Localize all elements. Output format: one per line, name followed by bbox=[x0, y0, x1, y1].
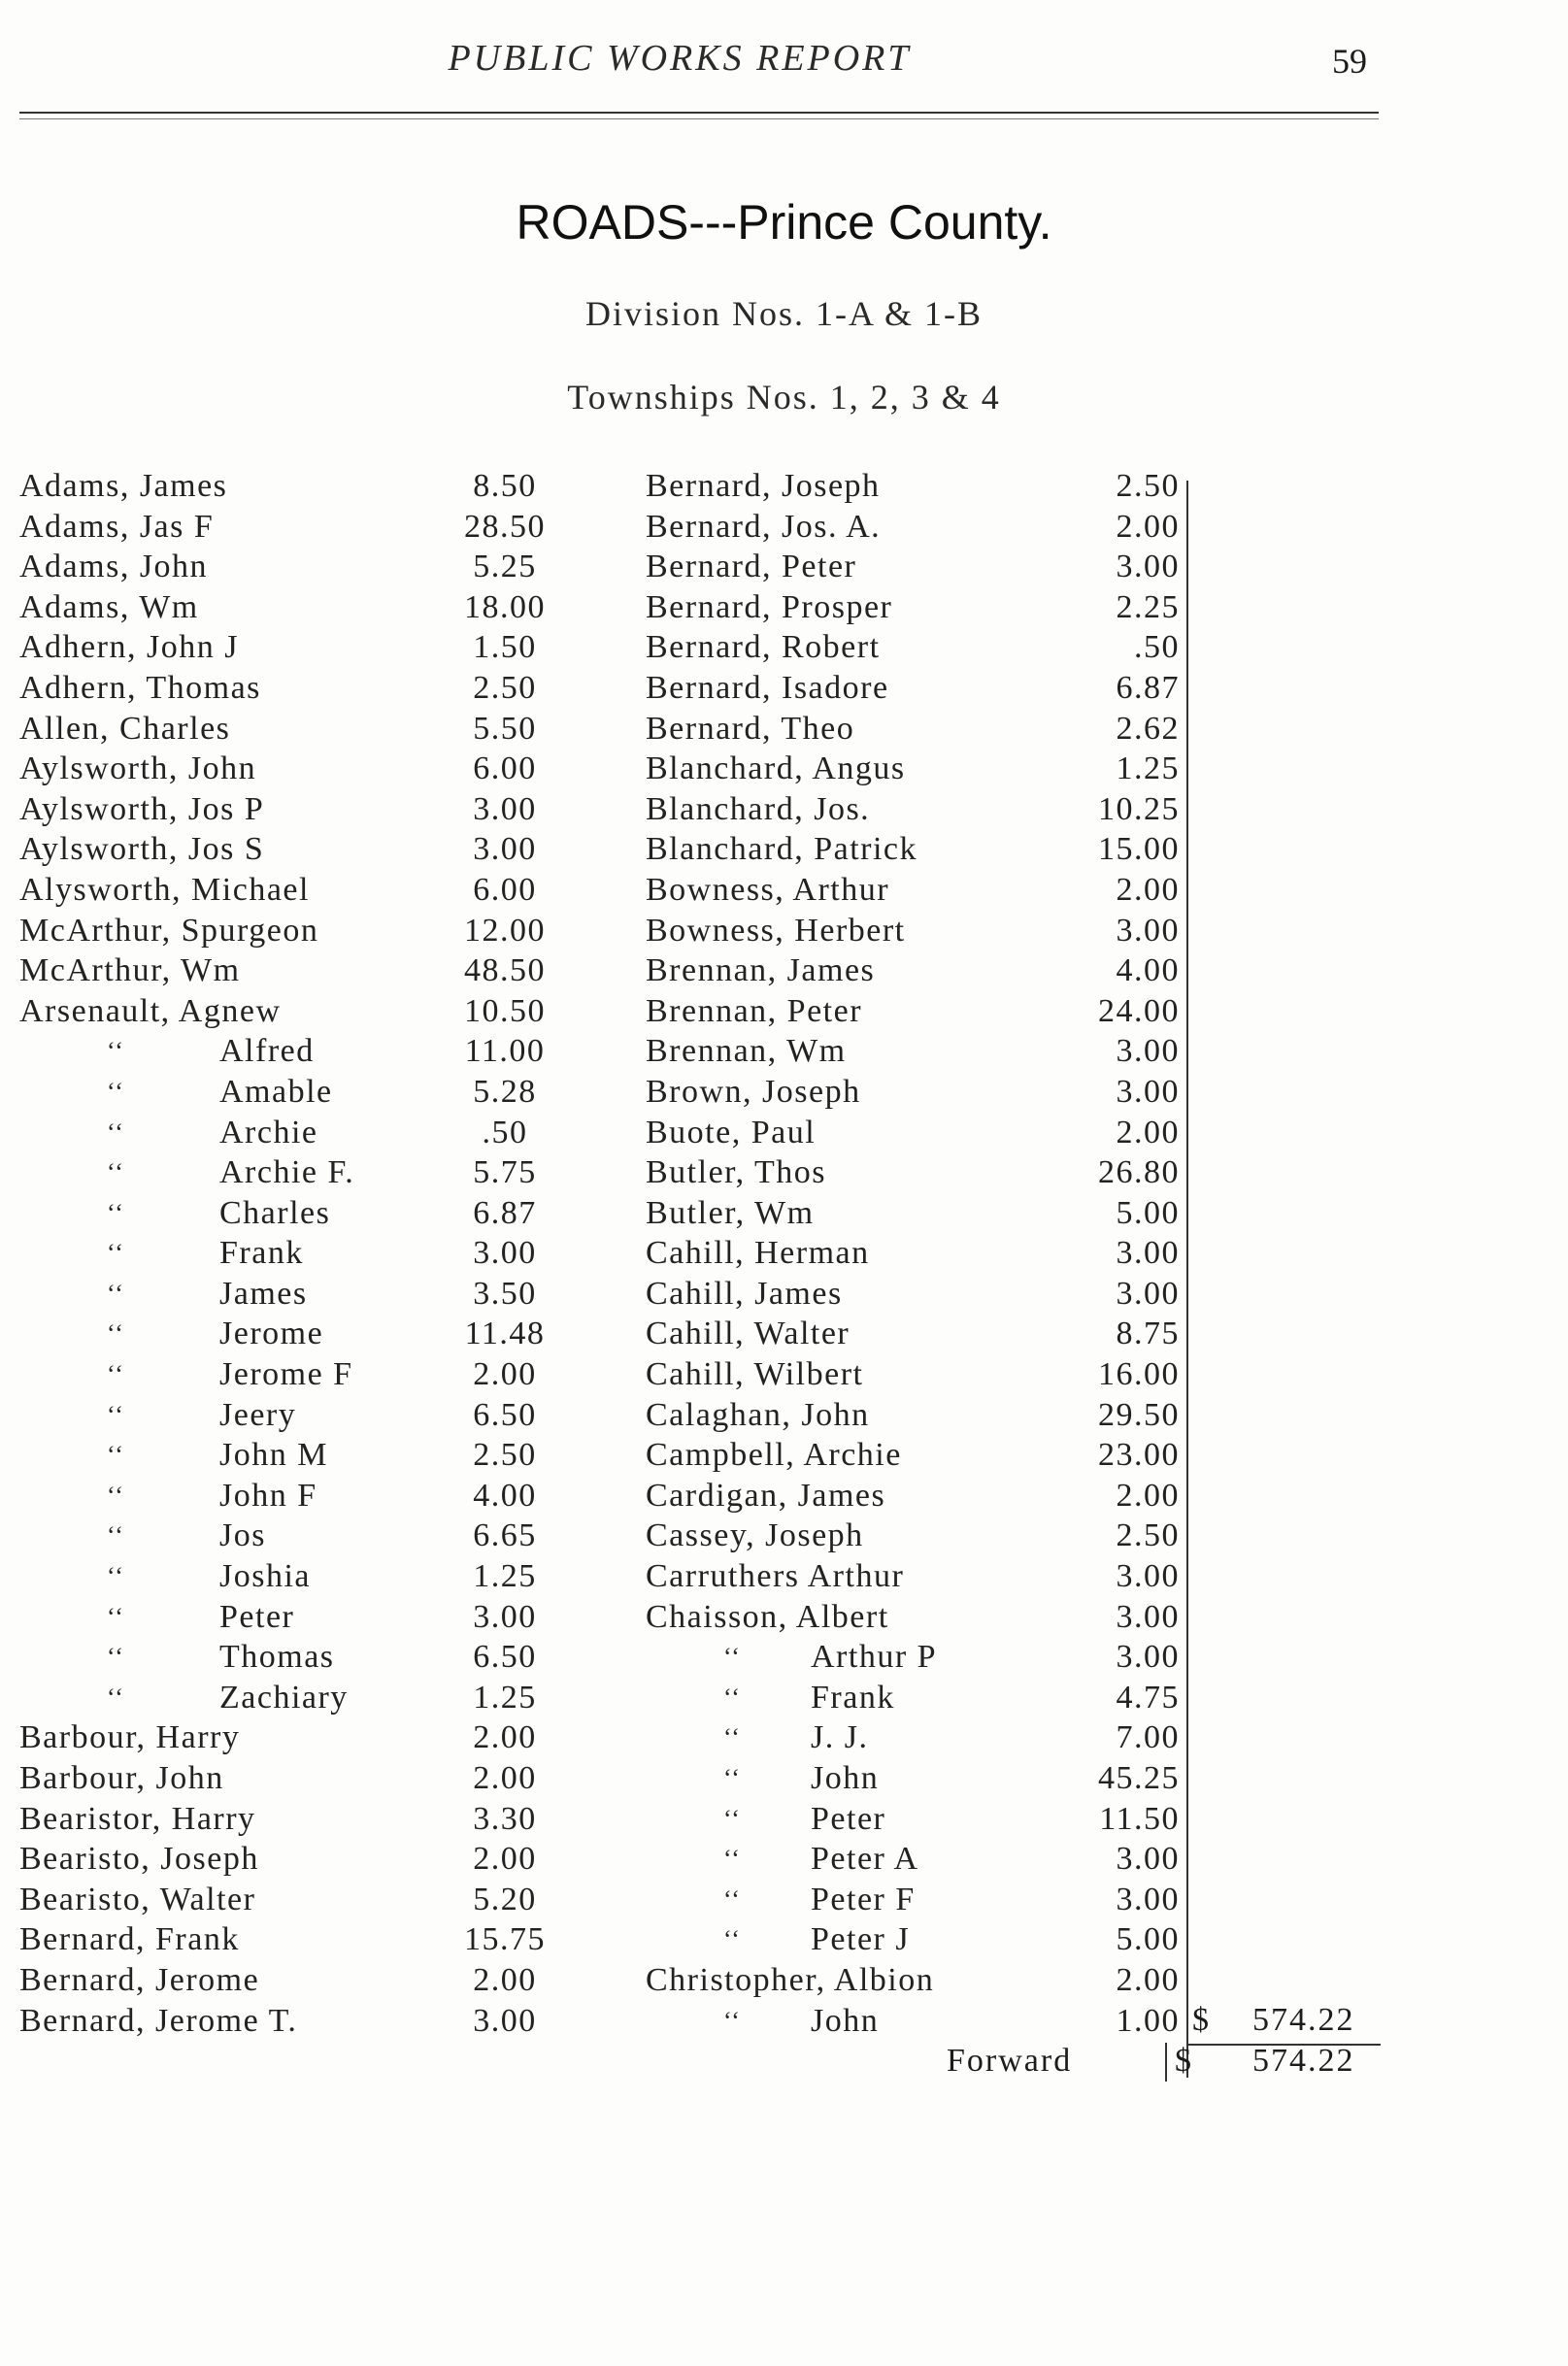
payee-name: Bowness, Herbert bbox=[646, 912, 906, 949]
payee-name: Blanchard, Jos. bbox=[646, 790, 871, 827]
payment-amount: 7.00 bbox=[1116, 1719, 1180, 1756]
payment-amount: 2.50 bbox=[1116, 468, 1180, 504]
ledger-row bbox=[19, 870, 592, 911]
forward-label: Forward bbox=[947, 2043, 1073, 2079]
ledger-row bbox=[646, 547, 1189, 587]
payee-name: Cahill, James bbox=[646, 1275, 843, 1312]
ledger-row bbox=[646, 789, 1189, 830]
ledger-row bbox=[19, 1354, 592, 1395]
payee-name: John M bbox=[219, 1437, 328, 1474]
payee-name: Jerome F bbox=[219, 1356, 353, 1393]
ledger-row bbox=[19, 1233, 592, 1274]
payee-name: Aylsworth, Jos S bbox=[19, 831, 265, 868]
payee-name: Peter F bbox=[811, 1881, 916, 1917]
ditto-mark: ‘‘ bbox=[723, 1683, 742, 1712]
ditto-mark: ‘‘ bbox=[107, 1643, 125, 1672]
payee-name: Butler, Wm bbox=[646, 1194, 815, 1231]
ledger-row bbox=[19, 1880, 592, 1920]
ledger-row bbox=[19, 1637, 592, 1678]
payee-name: Alfred bbox=[219, 1033, 315, 1070]
payee-name: Frank bbox=[811, 1679, 895, 1716]
payment-amount: 3.00 bbox=[473, 790, 537, 827]
ditto-mark: ‘‘ bbox=[723, 1845, 742, 1874]
ledger-row bbox=[19, 991, 592, 1032]
payment-amount: 48.50 bbox=[464, 952, 546, 989]
payee-name: Charles bbox=[219, 1194, 331, 1231]
payment-amount: 3.00 bbox=[1116, 1073, 1180, 1110]
ledger-row bbox=[646, 1960, 1189, 2001]
ledger-row bbox=[646, 627, 1189, 668]
payee-name: Bernard, Jerome bbox=[19, 1961, 260, 1998]
payee-name: Bernard, Joseph bbox=[646, 468, 881, 504]
payment-amount: 2.00 bbox=[1116, 1961, 1180, 1998]
payee-name: McArthur, Wm bbox=[19, 952, 241, 989]
payee-name: Frank bbox=[219, 1235, 304, 1272]
payee-name: Bernard, Frank bbox=[19, 1921, 240, 1958]
ledger-row bbox=[646, 1799, 1189, 1840]
payment-amount: 2.00 bbox=[1116, 508, 1180, 545]
ledger-row bbox=[646, 1880, 1189, 1920]
payee-name: Bearisto, Joseph bbox=[19, 1841, 259, 1878]
ledger-row bbox=[646, 1233, 1189, 1274]
division-subtitle: Division Nos. 1-A & 1-B bbox=[584, 294, 984, 333]
payee-name: Peter bbox=[219, 1598, 295, 1635]
payee-name: Barbour, John bbox=[19, 1760, 224, 1796]
payment-amount: 2.50 bbox=[473, 669, 537, 706]
payee-name: Bernard, Theo bbox=[646, 710, 855, 747]
ledger-row bbox=[646, 911, 1189, 951]
payee-name: Campbell, Archie bbox=[646, 1437, 902, 1474]
ledger-row bbox=[646, 1274, 1189, 1315]
ledger-row bbox=[19, 911, 592, 951]
payee-name: Brennan, James bbox=[646, 952, 876, 989]
ledger-row bbox=[19, 668, 592, 709]
ledger-row bbox=[646, 1193, 1189, 1234]
payment-amount: 3.00 bbox=[1116, 1275, 1180, 1312]
payee-name: Calaghan, John bbox=[646, 1396, 870, 1433]
ledger-row bbox=[646, 1476, 1189, 1516]
ledger-row bbox=[19, 1072, 592, 1113]
payment-amount: 6.50 bbox=[473, 1639, 537, 1676]
payment-amount: 28.50 bbox=[464, 508, 546, 545]
payment-amount: 3.00 bbox=[473, 2002, 537, 2039]
ledger-row bbox=[646, 870, 1189, 911]
payment-amount: 2.00 bbox=[473, 1719, 537, 1756]
ledger-row bbox=[19, 1919, 592, 1960]
payee-name: Butler, Thos bbox=[646, 1154, 827, 1191]
ditto-mark: ‘‘ bbox=[107, 1602, 125, 1631]
payment-amount: 29.50 bbox=[1098, 1396, 1180, 1433]
payee-name: Bernard, Isadore bbox=[646, 669, 889, 706]
payee-name: Thomas bbox=[219, 1639, 335, 1676]
payment-amount: 11.50 bbox=[1099, 1800, 1180, 1837]
payee-name: Cahill, Herman bbox=[646, 1235, 870, 1272]
payment-amount: 3.00 bbox=[1116, 1639, 1180, 1676]
payment-amount: 1.25 bbox=[473, 1679, 537, 1716]
payment-amount: 15.00 bbox=[1098, 831, 1180, 868]
ledger-row bbox=[646, 1637, 1189, 1678]
ledger-row bbox=[19, 1435, 592, 1476]
payee-name: Cahill, Wilbert bbox=[646, 1356, 864, 1393]
ledger-row bbox=[19, 547, 592, 587]
payee-name: McArthur, Spurgeon bbox=[19, 912, 319, 949]
payee-name: Cardigan, James bbox=[646, 1477, 886, 1514]
payee-name: Bowness, Arthur bbox=[646, 871, 890, 908]
ledger-row bbox=[646, 829, 1189, 870]
total-amount: 574.22 bbox=[1252, 2002, 1355, 2038]
payee-name: Joshia bbox=[219, 1558, 311, 1595]
payee-name: Adams, John bbox=[19, 549, 209, 585]
ledger-row bbox=[646, 1314, 1189, 1354]
ditto-mark: ‘‘ bbox=[107, 1441, 125, 1470]
ledger-row bbox=[19, 1516, 592, 1556]
ditto-mark: ‘‘ bbox=[107, 1360, 125, 1389]
payment-amount: 6.87 bbox=[473, 1194, 537, 1231]
payee-name: John bbox=[811, 1760, 880, 1796]
payee-name: Barbour, Harry bbox=[19, 1719, 241, 1756]
payment-amount: 3.30 bbox=[473, 1800, 537, 1837]
payment-amount: 5.00 bbox=[1116, 1194, 1180, 1231]
payment-amount: 2.25 bbox=[1116, 588, 1180, 625]
ditto-mark: ‘‘ bbox=[723, 1764, 742, 1792]
payee-name: Aylsworth, John bbox=[19, 750, 257, 787]
payment-amount: 10.25 bbox=[1098, 790, 1180, 827]
ledger-row bbox=[19, 1758, 592, 1799]
payment-amount: 8.50 bbox=[473, 468, 537, 504]
payee-name: Peter A bbox=[811, 1841, 919, 1878]
ditto-mark: ‘‘ bbox=[107, 1400, 125, 1429]
payee-name: Bernard, Jos. A. bbox=[646, 508, 882, 545]
payment-amount: 3.00 bbox=[1116, 1841, 1180, 1878]
total-currency: $ bbox=[1192, 2002, 1209, 2038]
ditto-mark: ‘‘ bbox=[107, 1037, 125, 1066]
payment-amount: 6.87 bbox=[1116, 669, 1180, 706]
payment-amount: 2.50 bbox=[1116, 1517, 1180, 1554]
payee-name: Bearisto, Walter bbox=[19, 1881, 256, 1917]
payment-amount: 5.75 bbox=[473, 1154, 537, 1191]
ditto-mark: ‘‘ bbox=[107, 1077, 125, 1106]
payee-name: Brennan, Wm bbox=[646, 1033, 847, 1070]
payment-amount: 4.00 bbox=[473, 1477, 537, 1514]
ledger-row bbox=[19, 1274, 592, 1315]
ledger-row bbox=[646, 668, 1189, 709]
payment-amount: 1.25 bbox=[473, 1558, 537, 1595]
payment-amount: 4.75 bbox=[1116, 1679, 1180, 1716]
ditto-mark: ‘‘ bbox=[107, 1521, 125, 1550]
ledger-row bbox=[646, 1072, 1189, 1113]
ledger-row bbox=[19, 1031, 592, 1072]
payment-amount: 1.25 bbox=[1116, 750, 1180, 787]
payment-amount: 6.65 bbox=[473, 1517, 537, 1554]
header-rule bbox=[19, 112, 1379, 114]
payment-amount: 26.80 bbox=[1098, 1154, 1180, 1191]
ditto-mark: ‘‘ bbox=[107, 1562, 125, 1591]
ledger-row bbox=[646, 1717, 1189, 1758]
ditto-mark: ‘‘ bbox=[107, 1319, 125, 1349]
payment-amount: 3.00 bbox=[1116, 1598, 1180, 1635]
ledger-row bbox=[646, 1758, 1189, 1799]
ledger-row bbox=[19, 587, 592, 628]
ditto-mark: ‘‘ bbox=[107, 1117, 125, 1147]
ditto-mark: ‘‘ bbox=[723, 1884, 742, 1914]
payee-name: Adams, Jas F bbox=[19, 508, 215, 545]
forward-currency: $ bbox=[1175, 2043, 1191, 2079]
payment-amount: .50 bbox=[1134, 629, 1180, 666]
running-head bbox=[0, 37, 1568, 81]
ledger-row bbox=[646, 466, 1189, 507]
ledger-row bbox=[646, 507, 1189, 548]
payee-name: Jos bbox=[219, 1517, 266, 1554]
payment-amount: 2.00 bbox=[473, 1356, 537, 1393]
ledger-row bbox=[19, 1152, 592, 1193]
payment-amount: 11.48 bbox=[464, 1316, 546, 1352]
payee-name: Arthur P bbox=[811, 1639, 938, 1676]
payment-amount: 1.50 bbox=[473, 629, 537, 666]
payee-name: Aylsworth, Jos P bbox=[19, 790, 265, 827]
ditto-mark: ‘‘ bbox=[723, 1643, 742, 1672]
ledger-row bbox=[646, 587, 1189, 628]
payee-name: Blanchard, Angus bbox=[646, 750, 906, 787]
payee-name: Adams, Wm bbox=[19, 588, 199, 625]
ledger-row bbox=[19, 749, 592, 789]
payee-name: Brown, Joseph bbox=[646, 1073, 861, 1110]
payee-name: J. J. bbox=[811, 1719, 869, 1756]
payment-amount: 1.00 bbox=[1116, 2002, 1180, 2039]
ledger-row bbox=[646, 1597, 1189, 1638]
running-title: PUBLIC WORKS REPORT bbox=[448, 38, 912, 79]
payment-amount: 12.00 bbox=[464, 912, 546, 949]
ledger-row bbox=[19, 709, 592, 750]
payee-name: Cassey, Joseph bbox=[646, 1517, 864, 1554]
ledger-row bbox=[19, 1314, 592, 1354]
payee-name: Bernard, Peter bbox=[646, 549, 857, 585]
ditto-mark: ‘‘ bbox=[723, 1723, 742, 1752]
payee-name: Archie bbox=[219, 1114, 318, 1150]
ledger-row bbox=[19, 829, 592, 870]
ledger-row bbox=[646, 1152, 1189, 1193]
payment-amount: 3.00 bbox=[1116, 1235, 1180, 1272]
payment-amount: 3.00 bbox=[1116, 549, 1180, 585]
ledger-row bbox=[646, 749, 1189, 789]
payee-name: Bearistor, Harry bbox=[19, 1800, 256, 1837]
payment-amount: 5.25 bbox=[473, 549, 537, 585]
payee-name: Peter J bbox=[811, 1921, 911, 1958]
payee-name: Alysworth, Michael bbox=[19, 871, 310, 908]
payee-name: Cahill, Walter bbox=[646, 1316, 851, 1352]
ledger-row bbox=[646, 950, 1189, 991]
section-title: ROADS---Prince County. bbox=[516, 195, 1052, 250]
payment-amount: 2.00 bbox=[1116, 1477, 1180, 1514]
page-number: 59 bbox=[1332, 42, 1367, 81]
payee-name: Adams, James bbox=[19, 468, 228, 504]
payee-name: Chaisson, Albert bbox=[646, 1598, 889, 1635]
payment-amount: 16.00 bbox=[1098, 1356, 1180, 1393]
payee-name: Christopher, Albion bbox=[646, 1961, 935, 1998]
payee-name: Zachiary bbox=[219, 1679, 349, 1716]
payment-amount: 10.50 bbox=[464, 992, 546, 1029]
ledger-row bbox=[19, 1193, 592, 1234]
ditto-mark: ‘‘ bbox=[107, 1158, 125, 1187]
payee-name: Allen, Charles bbox=[19, 710, 231, 747]
ledger-row bbox=[19, 1678, 592, 1718]
payment-amount: 23.00 bbox=[1098, 1437, 1180, 1474]
payment-amount: 6.00 bbox=[473, 871, 537, 908]
header-rule-thin bbox=[19, 118, 1379, 119]
payment-amount: 2.50 bbox=[473, 1437, 537, 1474]
ledger-row bbox=[646, 709, 1189, 750]
payee-name: James bbox=[219, 1275, 308, 1312]
ledger-row bbox=[19, 507, 592, 548]
payee-name: Amable bbox=[219, 1073, 333, 1110]
ditto-mark: ‘‘ bbox=[107, 1239, 125, 1268]
payment-amount: 2.00 bbox=[1116, 1114, 1180, 1150]
ditto-mark: ‘‘ bbox=[107, 1198, 125, 1227]
ledger-row bbox=[646, 1031, 1189, 1072]
payee-name: John bbox=[811, 2002, 880, 2039]
payment-amount: 15.75 bbox=[464, 1921, 546, 1958]
payment-amount: 5.50 bbox=[473, 710, 537, 747]
forward-amount: 574.22 bbox=[1252, 2043, 1355, 2079]
ledger-row bbox=[19, 1476, 592, 1516]
ledger-row bbox=[19, 1395, 592, 1436]
payment-amount: 3.00 bbox=[1116, 912, 1180, 949]
ditto-mark: ‘‘ bbox=[723, 1925, 742, 1954]
payment-amount: 4.00 bbox=[1116, 952, 1180, 989]
payment-amount: 6.00 bbox=[473, 750, 537, 787]
payment-amount: 6.50 bbox=[473, 1396, 537, 1433]
ledger-row bbox=[646, 1919, 1189, 1960]
ledger-row bbox=[19, 789, 592, 830]
ledger-row bbox=[646, 1435, 1189, 1476]
payment-amount: 3.00 bbox=[473, 831, 537, 868]
ledger-row bbox=[19, 950, 592, 991]
payee-name: Arsenault, Agnew bbox=[19, 992, 282, 1029]
ledger-row bbox=[646, 2001, 1189, 2042]
ledger-row bbox=[19, 1556, 592, 1597]
payment-amount: 5.00 bbox=[1116, 1921, 1180, 1958]
ledger-row bbox=[646, 1839, 1189, 1880]
payee-name: Archie F. bbox=[219, 1154, 355, 1191]
ledger-row bbox=[19, 1960, 592, 2001]
ledger-row bbox=[646, 1556, 1189, 1597]
right-column-list bbox=[646, 466, 1189, 2041]
payee-name: Brennan, Peter bbox=[646, 992, 863, 1029]
left-column-list bbox=[19, 466, 592, 2041]
payee-name: Adhern, Thomas bbox=[19, 669, 261, 706]
ledger-row bbox=[646, 1395, 1189, 1436]
forward-rule bbox=[1165, 2043, 1167, 2082]
payee-name: Adhern, John J bbox=[19, 629, 239, 666]
ledger-row bbox=[646, 991, 1189, 1032]
ledger-row bbox=[19, 1597, 592, 1638]
payment-amount: 3.50 bbox=[473, 1275, 537, 1312]
ledger-row bbox=[19, 1839, 592, 1880]
ledger-row bbox=[19, 466, 592, 507]
payment-amount: 5.28 bbox=[473, 1073, 537, 1110]
payee-name: Peter bbox=[811, 1800, 886, 1837]
ledger-row bbox=[19, 2001, 592, 2042]
payment-amount: 3.00 bbox=[1116, 1558, 1180, 1595]
ledger-row bbox=[646, 1113, 1189, 1153]
payee-name: Carruthers Arthur bbox=[646, 1558, 905, 1595]
ditto-mark: ‘‘ bbox=[723, 2006, 742, 2035]
ledger-row bbox=[19, 627, 592, 668]
payment-amount: 2.00 bbox=[473, 1961, 537, 1998]
payee-name: Buote, Paul bbox=[646, 1114, 817, 1150]
ledger-row bbox=[646, 1354, 1189, 1395]
payment-amount: 3.00 bbox=[1116, 1033, 1180, 1070]
payment-amount: 2.00 bbox=[473, 1841, 537, 1878]
payee-name: Bernard, Jerome T. bbox=[19, 2002, 298, 2039]
ledger-row bbox=[646, 1678, 1189, 1718]
payment-amount: 2.62 bbox=[1116, 710, 1180, 747]
payee-name: Blanchard, Patrick bbox=[646, 831, 918, 868]
payment-amount: 45.25 bbox=[1098, 1760, 1180, 1796]
payee-name: Jerome bbox=[219, 1316, 324, 1352]
payment-amount: 18.00 bbox=[464, 588, 546, 625]
ditto-mark: ‘‘ bbox=[723, 1804, 742, 1833]
payment-amount: 5.20 bbox=[473, 1881, 537, 1917]
townships-subtitle: Townships Nos. 1, 2, 3 & 4 bbox=[567, 378, 1001, 417]
payment-amount: 24.00 bbox=[1098, 992, 1180, 1029]
ditto-mark: ‘‘ bbox=[107, 1481, 125, 1510]
payee-name: Jeery bbox=[219, 1396, 297, 1433]
ditto-mark: ‘‘ bbox=[107, 1683, 125, 1712]
payment-amount: 3.00 bbox=[473, 1235, 537, 1272]
payee-name: Bernard, Prosper bbox=[646, 588, 893, 625]
payee-name: Bernard, Robert bbox=[646, 629, 881, 666]
payment-amount: 3.00 bbox=[473, 1598, 537, 1635]
ledger-row bbox=[19, 1717, 592, 1758]
payment-amount: 8.75 bbox=[1116, 1316, 1180, 1352]
payment-amount: 3.00 bbox=[1116, 1881, 1180, 1917]
payment-amount: .50 bbox=[482, 1114, 528, 1150]
payment-amount: 2.00 bbox=[1116, 871, 1180, 908]
ditto-mark: ‘‘ bbox=[107, 1279, 125, 1308]
payee-name: John F bbox=[219, 1477, 317, 1514]
ledger-row bbox=[19, 1113, 592, 1153]
amount-column-rule bbox=[1186, 481, 1188, 2078]
ledger-row bbox=[646, 1516, 1189, 1556]
payment-amount: 2.00 bbox=[473, 1760, 537, 1796]
ledger-row bbox=[19, 1799, 592, 1840]
payment-amount: 11.00 bbox=[464, 1033, 546, 1070]
